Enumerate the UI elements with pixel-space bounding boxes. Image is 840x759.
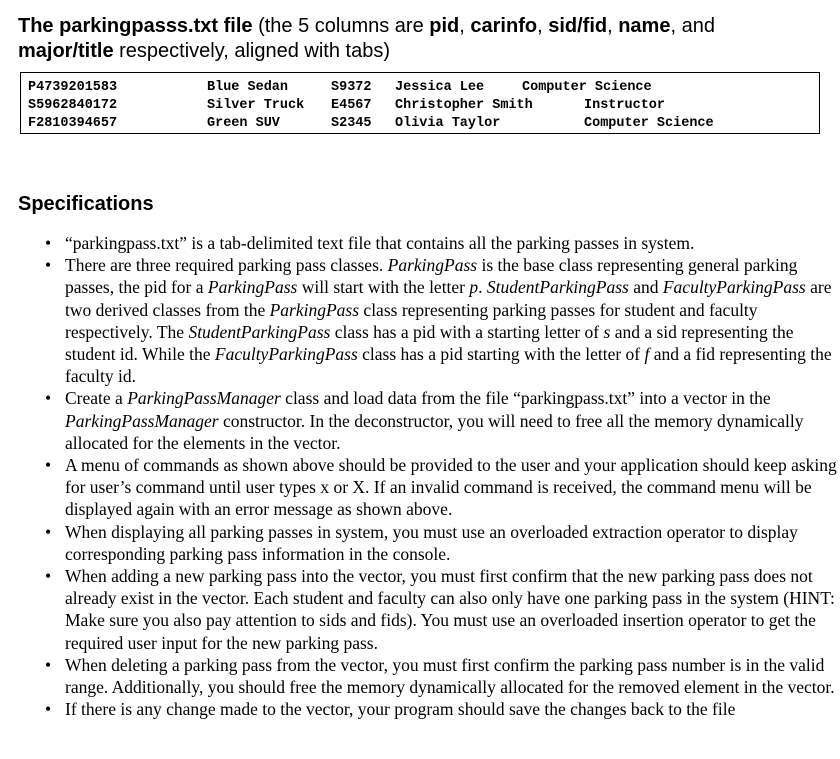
spec-text: When deleting a parking pass from the vector, you must first confirm the parking pass number is in the valid range. Additionally, you should free the memory dynamically allocated for the removed element in the vector. — [65, 654, 835, 698]
spec-text: A menu of commands as shown above should be provided to the user and your application should keep asking for user’s command until user types x or X. If an invalid command is received, the command menu will be displayed again with an error message as shown above. — [65, 455, 837, 520]
heading-sep-3: , — [607, 15, 619, 37]
spec-text: class representing parking passes for student and faculty respectively. The — [65, 299, 758, 342]
heading-sep-4: , and — [670, 15, 715, 37]
spec-text: class has a pid starting with the letter of — [357, 344, 645, 365]
spec-text: will start with the letter — [297, 277, 470, 298]
spec-text: When displaying all parking passes in system, you must use an overloaded extraction operator to display corresponding parking pass information in the console. — [65, 521, 798, 564]
spec-text-italic: FacultyParkingPass — [662, 277, 806, 298]
spec-text-italic: ParkingPassManager — [65, 410, 219, 431]
file-cell-pid: F2810394657 — [28, 116, 118, 131]
heading-column-major-title: major/title — [18, 40, 114, 62]
spec-text-italic: ParkingPassManager — [127, 388, 281, 409]
file-cell-name: Olivia Taylor — [395, 116, 501, 131]
spec-text-italic: ParkingPass — [207, 277, 298, 298]
spec-text: If there is any change made to the vector, your program should save the changes back to the file — [65, 699, 736, 720]
bullet-icon: • — [45, 654, 52, 675]
spec-item — [40, 254, 838, 387]
spec-text: Create a — [65, 388, 128, 409]
spec-text: are two derived classes from the — [65, 277, 832, 320]
bullet-icon: • — [45, 566, 52, 587]
file-cell-pid: S5962840172 — [28, 98, 118, 113]
spec-text: class and load data from the file “parkingpass.txt” into a vector in the — [280, 388, 771, 409]
bullet-icon: • — [45, 388, 52, 409]
file-row — [21, 97, 666, 115]
spec-text-italic: FacultyParkingPass — [214, 344, 358, 365]
file-row — [21, 115, 714, 133]
spec-text-italic: f — [644, 344, 650, 365]
spec-text: and a fid representing the faculty id. — [65, 344, 832, 387]
heading-column-carinfo: carinfo — [470, 15, 538, 37]
spec-text: and — [628, 277, 663, 298]
file-cell-sid-fid: E4567 — [331, 98, 372, 113]
file-row — [21, 79, 652, 97]
spec-item — [40, 565, 838, 654]
file-cell-major-title: Instructor — [584, 98, 666, 113]
bullet-icon: • — [45, 455, 52, 476]
file-cell-major-title: Computer Science — [522, 80, 652, 95]
spec-text-italic: StudentParkingPass — [188, 321, 331, 342]
heading-sep-1: , — [459, 15, 471, 37]
heading-sep-2: , — [537, 15, 549, 37]
spec-text-italic: StudentParkingPass — [486, 277, 629, 298]
spec-text-italic: ParkingPass — [387, 255, 478, 276]
spec-text-italic: p — [469, 277, 479, 298]
specifications-heading: Specifications — [18, 193, 154, 215]
file-cell-name: Jessica Lee — [395, 80, 485, 95]
spec-text: When adding a new parking pass into the vector, you must first confirm that the new parking pass does not already exist in the vector. Each student and faculty can also only have one parking pass in the system (HINT: Make sure you also pay attention to sids and fids). You must use an overloaded insertion operator to get the required user input for the new parking pass. — [65, 566, 835, 653]
spec-text: . — [478, 277, 487, 298]
heading-column-name: name — [618, 15, 671, 37]
heading-column-sid-fid: sid/fid — [548, 15, 608, 37]
file-cell-carinfo: Blue Sedan — [207, 80, 289, 95]
file-description-heading — [18, 14, 828, 64]
file-cell-sid-fid: S2345 — [331, 116, 372, 131]
spec-text: There are three required parking pass classes. — [65, 255, 388, 276]
spec-item — [40, 232, 838, 254]
bullet-icon: • — [45, 521, 52, 542]
spec-text: “parkingpass.txt” is a tab-delimited text file that contains all the parking passes in system. — [65, 233, 695, 253]
spec-text-italic: s — [603, 321, 611, 342]
spec-item — [40, 454, 838, 521]
spec-text: class has a pid with a starting letter of — [330, 321, 604, 342]
spec-item — [40, 387, 838, 454]
file-cell-major-title: Computer Science — [584, 116, 714, 131]
spec-item — [40, 654, 838, 698]
file-cell-carinfo: Silver Truck — [207, 98, 305, 113]
heading-column-pid: pid — [429, 15, 460, 37]
spec-text: constructor. In the deconstructor, you will need to free all the memory dynamically allocated for the elements in the vector. — [65, 410, 804, 453]
file-cell-sid-fid: S9372 — [331, 80, 372, 95]
spec-item — [40, 698, 838, 720]
heading-text-1: (the 5 columns are — [252, 15, 430, 37]
bullet-icon: • — [45, 233, 52, 253]
spec-text: is the base class representing general parking passes, the pid for a — [65, 255, 798, 298]
file-cell-pid: P4739201583 — [28, 80, 118, 95]
spec-text-italic: ParkingPass — [269, 299, 360, 320]
heading-text-2: respectively, aligned with tabs) — [113, 40, 391, 62]
bullet-icon: • — [45, 255, 52, 276]
file-cell-name: Christopher Smith — [395, 98, 533, 113]
spec-item — [40, 521, 838, 565]
heading-filename: The parkingpasss.txt file — [18, 15, 253, 37]
bullet-icon: • — [45, 699, 52, 720]
spec-text: and a sid representing the student id. While the — [65, 321, 794, 365]
file-cell-carinfo: Green SUV — [207, 116, 280, 131]
file-contents-box — [20, 72, 820, 134]
specifications-list — [40, 232, 838, 720]
